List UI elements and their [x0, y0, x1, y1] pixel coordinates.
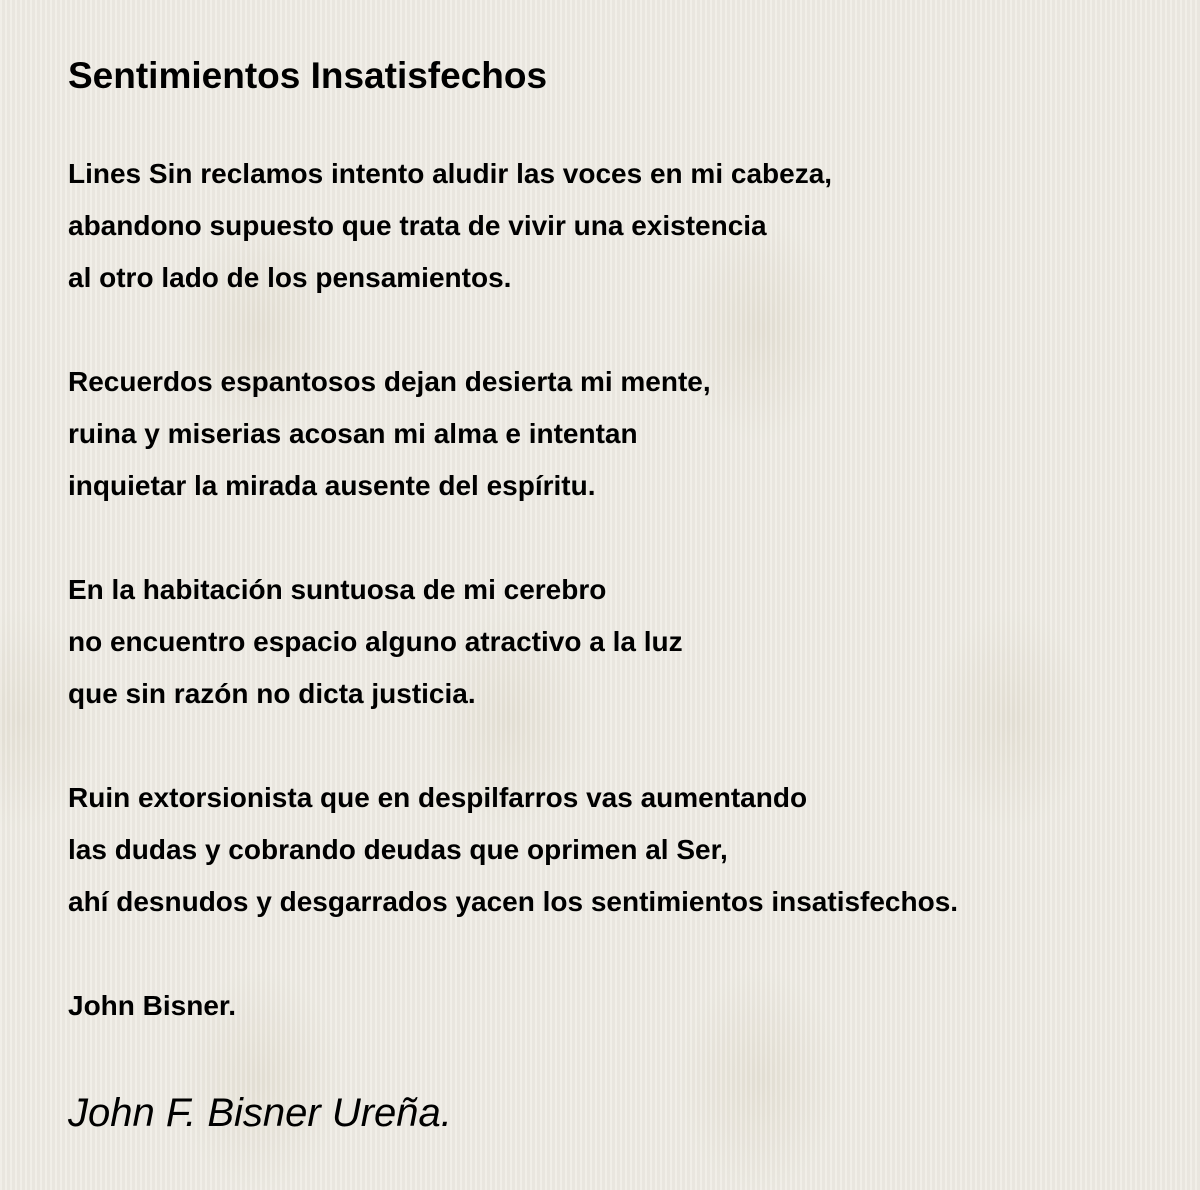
stanza-3	[68, 564, 1168, 720]
poem-line: ruina y miserias acosan mi alma e intentan	[68, 418, 638, 449]
poem-signature: John Bisner.	[68, 990, 237, 1021]
poem-title: Sentimientos Insatisfechos	[68, 55, 548, 96]
poem-line: Lines Sin reclamos intento aludir las voces en mi cabeza,	[68, 158, 833, 189]
stanza-2	[68, 356, 1168, 512]
poem-body	[68, 148, 1168, 1139]
poem-line: inquietar la mirada ausente del espíritu.	[68, 470, 596, 501]
author-name: John F. Bisner Ureña.	[68, 1091, 452, 1135]
poem-line: al otro lado de los pensamientos.	[68, 262, 512, 293]
poem-line: ahí desnudos y desgarrados yacen los sentimientos insatisfechos.	[68, 886, 959, 917]
poem-page	[68, 52, 1168, 1139]
stanza-4	[68, 772, 1168, 928]
poem-line: abandono supuesto que trata de vivir una existencia	[68, 210, 767, 241]
poem-line: que sin razón no dicta justicia.	[68, 678, 476, 709]
poem-line: Ruin extorsionista que en despilfarros vas aumentando	[68, 782, 808, 813]
poem-line: En la habitación suntuosa de mi cerebro	[68, 574, 607, 605]
poem-line: Recuerdos espantosos dejan desierta mi mente,	[68, 366, 711, 397]
poem-line: las dudas y cobrando deudas que oprimen al Ser,	[68, 834, 728, 865]
stanza-1	[68, 148, 1168, 304]
poem-line: no encuentro espacio alguno atractivo a la luz	[68, 626, 683, 657]
